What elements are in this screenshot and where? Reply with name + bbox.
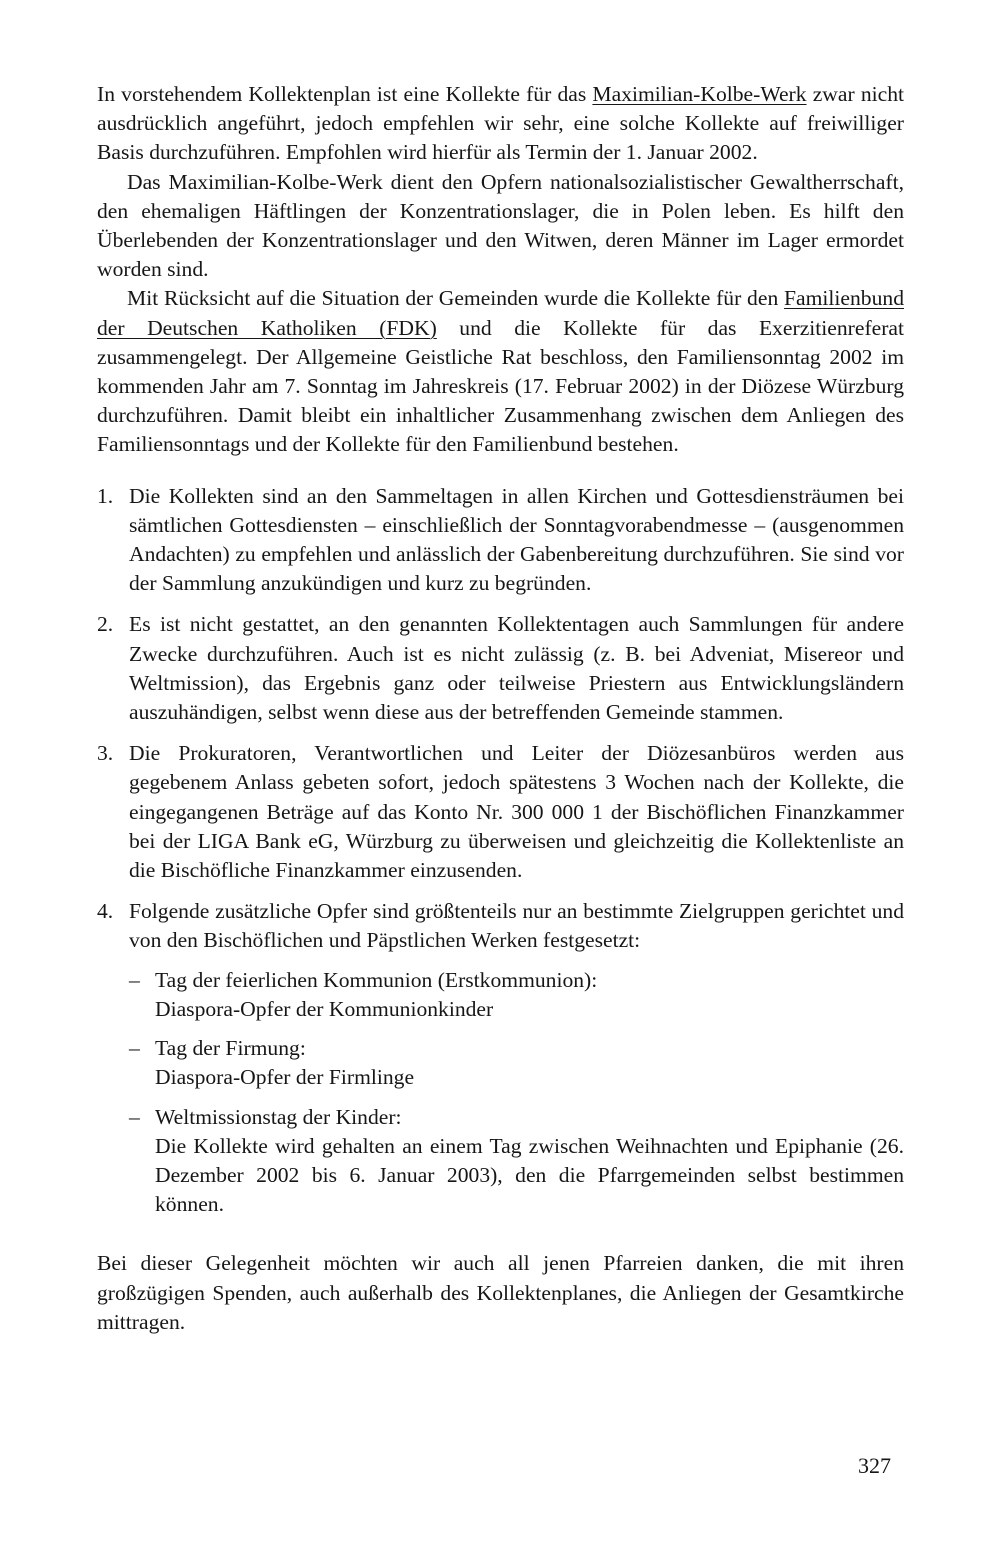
offering-title: Tag der Firmung: (155, 1036, 306, 1061)
offering-item-erstkommunion (129, 966, 904, 1024)
rule-item-2 (97, 610, 904, 727)
offering-item-weltmission-kinder (129, 1103, 904, 1220)
page-number: 327 (858, 1453, 891, 1478)
rule-item-4 (97, 897, 904, 1219)
rule-number: 2. (97, 612, 114, 637)
intro-p3-after: und die Kollekte für das Exerzitienreferat zusammengelegt. Der Allgemeine Geistliche Rat beschloss, den Familiensonntag 2002 im kommenden Jahr am 7. Sonntag im Jahreskreis (17. Februar 2002) in der Diözese Würzburg durchzuführen. Damit bleibt ein inhaltlicher Zusammenhang zwischen dem Anliegen des Familiensonntags und der Kollekte für den Familienbund bestehen. (97, 315, 904, 457)
offering-title: Weltmissionstag der Kinder: (155, 1104, 402, 1129)
offering-detail: Die Kollekte wird gehalten an einem Tag zwischen Weihnachten und Epiphanie (26. Dezember 2002 bis 6. Januar 2003), den die Pfarrgemeinden selbst bestimmen können. (155, 1133, 904, 1217)
offering-detail: Diaspora-Opfer der Firmlinge (155, 1065, 415, 1090)
rule-number: 4. (97, 899, 114, 924)
rule-text: Die Prokuratoren, Verantwortlichen und Leiter der Diözesanbüros werden aus gegebenem Anlass gebeten sofort, jedoch spätestens 3 Wochen nach der Kollekte, die eingegangenen Beträge auf das Konto Nr. 300 000 1 der Bischöflichen Finanzkammer bei der LIGA Bank eG, Würzburg zu überweisen und gleichzeitig die Kollektenliste an die Bischöfliche Finanzkammer einzusenden. (129, 741, 904, 883)
offering-detail: Diaspora-Opfer der Kommunionkinder (155, 996, 494, 1021)
rules-list (97, 482, 904, 1220)
rule-number: 3. (97, 741, 114, 766)
intro-paragraph-familienbund (97, 284, 904, 459)
rule-text: Die Kollekten sind an den Sammeltagen in allen Kirchen und Gottesdiensträumen bei sämtlichen Gottesdiensten – einschließlich der Sonntagvorabendmesse – (ausgenommen Andachten) zu empfehlen und anlässlich der Gabenbereitung durchzuführen. Sie sind vor der Sammlung anzukündigen und kurz zu begründen. (129, 483, 904, 596)
kolbe-werk-link: Maximilian-Kolbe-Werk (592, 82, 807, 106)
intro-paragraph-kolbe-description: Das Maximilian-Kolbe-Werk dient den Opfern nationalsozialistischer Gewaltherrschaft, den ehemaligen Häftlingen der Konzentrationslager, die in Polen leben. Es hilft den Überlebenden der Konzentrationslager und den Witwen, deren Männer im Lager ermordet worden sind. (97, 169, 904, 282)
rule-item-1 (97, 482, 904, 599)
dash-marker: – (129, 967, 140, 992)
dash-marker: – (129, 1104, 140, 1129)
rule-number: 1. (97, 483, 114, 508)
familienbund-link: Familienbund der Deutschen Katholiken (FDK) (97, 286, 904, 340)
intro-p1-before: In vorstehendem Kollektenplan ist eine Kollekte für das (97, 82, 593, 106)
offering-item-firmung (129, 1034, 904, 1092)
dash-marker: – (129, 1036, 140, 1061)
rule-item-3 (97, 739, 904, 885)
closing-paragraph: Bei dieser Gelegenheit möchten wir auch all jenen Pfarreien danken, die mit ihren großzügigen Spenden, auch außerhalb des Kollektenplanes, die Anliegen der Gesamtkirche mittragen. (97, 1251, 904, 1334)
additional-offerings-list (129, 966, 904, 1220)
intro-paragraph-kolbe (97, 80, 904, 168)
intro-p1-after: zwar nicht ausdrücklich angeführt, jedoch empfehlen wir sehr, eine solche Kollekte auf freiwilliger Basis durchzuführen. Empfohlen wird hierfür als Termin der 1. Januar 2002. (97, 82, 904, 165)
document-page (97, 80, 904, 1337)
rule-text: Folgende zusätzliche Opfer sind größtenteils nur an bestimmte Zielgruppen gerichtet und von den Bischöflichen und Päpstlichen Werken festgesetzt: (129, 899, 904, 953)
rule-text: Es ist nicht gestattet, an den genannten Kollektentagen auch Sammlungen für andere Zwecke durchzuführen. Auch ist es nicht zulässig (z. B. bei Adveniat, Misereor und Weltmission), das Ergebnis ganz oder teilweise Priestern aus Entwicklungsländern auszuhändigen, selbst wenn diese aus der betreffenden Gemeinde stammen. (129, 612, 904, 725)
offering-title: Tag der feierlichen Kommunion (Erstkommunion): (155, 967, 598, 992)
intro-p3-before: Mit Rücksicht auf die Situation der Gemeinden wurde die Kollekte für den (127, 286, 785, 311)
